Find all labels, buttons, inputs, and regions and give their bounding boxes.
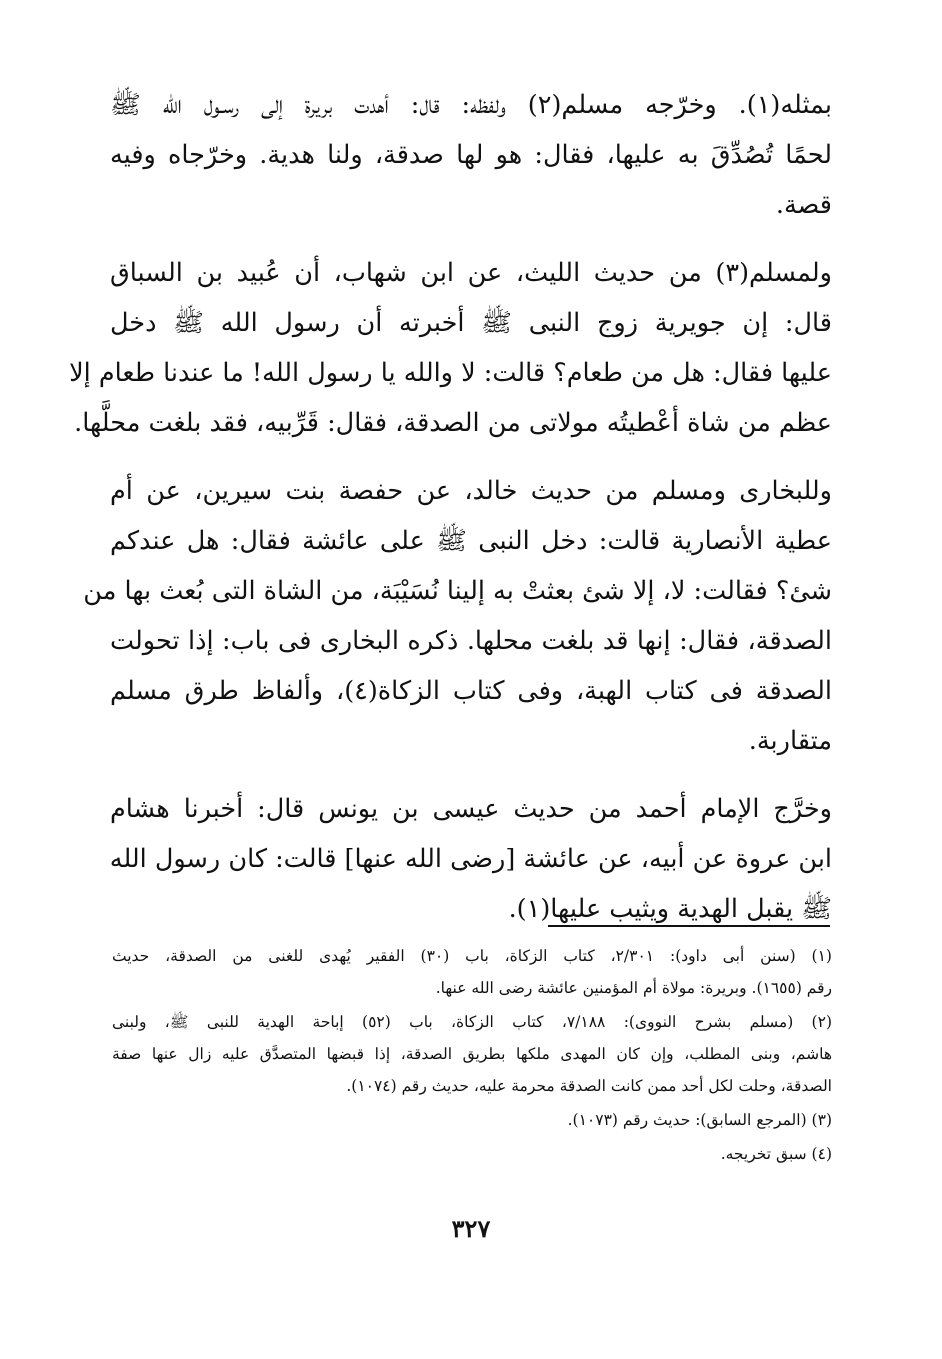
- footnote-line: (٤) سبق تخريجه.: [720, 1145, 832, 1163]
- main-text: [69, 80, 832, 934]
- paragraph-3: [83, 466, 832, 766]
- text-line: ﷺ يقبل الهدية ويثيب عليها(١).: [508, 894, 832, 924]
- text-line: عظم من شاة أعْطيتُه مولاتى من الصدقة، فقال: قَرِّبيه، فقد بلغت محلَّها.: [74, 408, 832, 438]
- text-line: ولمسلم(٣) من حديث الليث، عن ابن شهاب، أن عُبيد بن السباق: [110, 258, 832, 288]
- text-line: وخرَّج الإمام أحمد من حديث عيسى بن يونس قال: أخبرنا هشام: [110, 794, 832, 824]
- paragraph-2: [69, 248, 832, 448]
- text-line: قال: إن جويرية زوج النبى ﷺ أخبرته أن رسول الله ﷺ دخل: [110, 308, 832, 338]
- footnote-3: [112, 1104, 832, 1136]
- text-line: وللبخارى ومسلم من حديث خالد، عن حفصة بنت سيرين، عن أم: [110, 476, 832, 506]
- paragraph-1: [110, 80, 832, 230]
- text-line: متقاربة.: [748, 726, 832, 756]
- page-number: ٣٢٧: [451, 1214, 491, 1243]
- text-line: ابن عروة عن أبيه، عن عائشة [رضى الله عنها] قالت: كان رسول الله: [109, 844, 832, 874]
- text-line: عليها فقال: هل من طعام؟ قالت: لا والله يا رسول الله! ما عندنا طعام إلا: [69, 358, 832, 388]
- footnote-line: (١) (سنن أبى داود): ٢/٣٠١، كتاب الزكاة، باب (٣٠) الفقير يُهدى للغنى من الصدقة، حديث: [112, 947, 832, 965]
- footnote-separator: [548, 925, 830, 927]
- footnote-line: (٣) (المرجع السابق): حديث رقم (١٠٧٣).: [567, 1111, 832, 1129]
- text-line: الصدقة، فقال: إنها قد بلغت محلها. ذكره البخارى فى باب: إذا تحولت: [110, 626, 832, 656]
- footnote-line: (٢) (مسلم بشرح النووى): ٧/١٨٨، كتاب الزكاة، باب (٥٢) إباحة الهدية للنبى ﷺ، ولبنى: [112, 1013, 832, 1031]
- text-line: شئ؟ فقالت: لا، إلا شئ بعثتْ به إلينا نُسَيْبَة، من الشاة التى بُعث بها من: [83, 576, 832, 606]
- text-line: بمثله(١). وخرّجه مسلم(٢) ولفظه: قال: أهدت بريرة إلى رسـول الله ﷺ: [110, 90, 832, 120]
- footnote-2: [112, 1006, 832, 1102]
- footnote-4: [112, 1138, 832, 1170]
- footnote-1: [112, 940, 832, 1004]
- paragraph-4: [110, 784, 832, 934]
- text-line: الصدقة فى كتاب الهبة، وفى كتاب الزكاة(٤)، وألفاظ طرق مسلم: [110, 676, 832, 706]
- footnote-line: رقم (١٦٥٥). وبريرة: مولاة أم المؤمنين عائشة رضى الله عنها.: [435, 979, 832, 997]
- footnote-line: الصدقة، وحلت لكل أحد ممن كانت الصدقة محرمة عليه، حديث رقم (١٠٧٤).: [346, 1077, 832, 1095]
- text-line: لحمًا تُصُدِّقَ به عليها، فقال: هو لها صدقة، ولنا هدية. وخرّجاه وفيه: [110, 140, 832, 170]
- text-line: قصة.: [775, 190, 832, 220]
- footnotes: [112, 940, 832, 1172]
- text-line: عطية الأنصارية قالت: دخل النبى ﷺ على عائشة فقال: هل عندكم: [110, 526, 832, 556]
- footnote-line: هاشم، وبنى المطلب، وإن كان المهدى ملكها بطريق الصدقة، إذا قبضها المتصدَّق عليه زال عنها صفة: [112, 1045, 832, 1063]
